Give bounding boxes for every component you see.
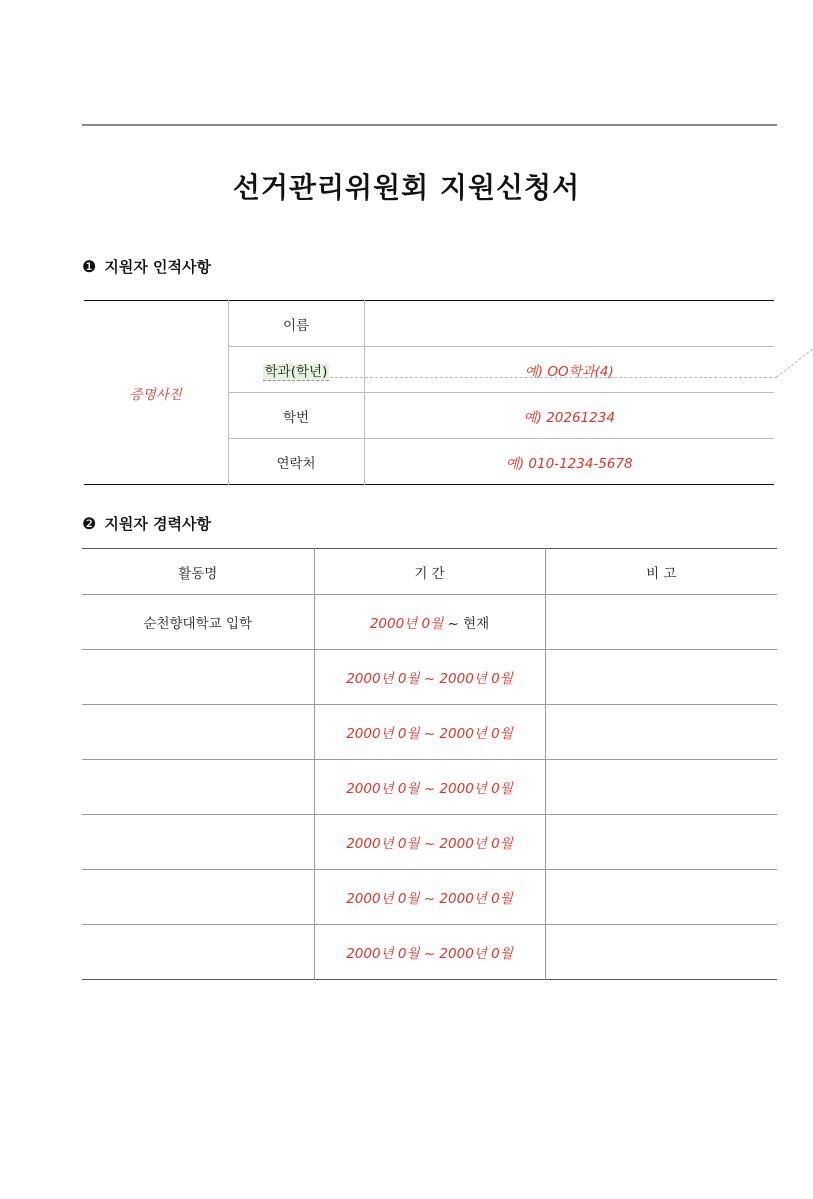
career-activity[interactable] xyxy=(82,650,314,705)
career-period[interactable]: 2000년 0월 ~ 2000년 0월 xyxy=(314,650,545,705)
career-period[interactable]: 2000년 0월 ~ 2000년 0월 xyxy=(314,925,545,980)
career-header-activity: 활동명 xyxy=(178,565,218,582)
career-activity[interactable]: 순천향대학교 입학 xyxy=(82,595,314,650)
career-period-separator: ~ xyxy=(447,616,459,632)
info-value-student-id[interactable]: 예) 20261234 xyxy=(364,393,774,439)
career-header-period: 기 간 xyxy=(314,549,545,595)
career-activity[interactable] xyxy=(82,815,314,870)
info-label-student-id: 학번 xyxy=(228,393,364,439)
comment-anchor-line xyxy=(330,377,777,378)
info-label-contact: 연락처 xyxy=(228,439,364,485)
career-note[interactable] xyxy=(545,595,777,650)
career-note[interactable] xyxy=(545,815,777,870)
career-table xyxy=(82,548,777,980)
career-period-start: 2000년 0월 xyxy=(369,616,444,632)
career-header-row xyxy=(82,549,777,595)
career-period[interactable] xyxy=(314,595,545,650)
info-value-contact[interactable]: 예) 010-1234-5678 xyxy=(364,439,774,485)
info-value-department[interactable]: 예) OO학과(4) xyxy=(364,347,774,393)
career-row xyxy=(82,815,777,870)
top-rule xyxy=(82,124,777,126)
career-note[interactable] xyxy=(545,760,777,815)
career-row xyxy=(82,760,777,815)
section-1-number: ❶ xyxy=(82,257,97,276)
career-row xyxy=(82,650,777,705)
career-row xyxy=(82,595,777,650)
photo-cell[interactable]: 증명사진 xyxy=(129,386,182,403)
info-label-department: 학과(학년) xyxy=(264,363,328,380)
career-note[interactable] xyxy=(545,650,777,705)
career-row xyxy=(82,705,777,760)
career-period[interactable]: 2000년 0월 ~ 2000년 0월 xyxy=(314,815,545,870)
section-1-title: 지원자 인적사항 xyxy=(104,258,211,276)
career-row xyxy=(82,870,777,925)
career-activity[interactable] xyxy=(82,760,314,815)
section-2-title: 지원자 경력사항 xyxy=(104,515,211,533)
career-period-end: 현재 xyxy=(463,616,490,632)
info-value-name[interactable] xyxy=(364,301,774,347)
career-activity[interactable] xyxy=(82,705,314,760)
career-note[interactable] xyxy=(545,705,777,760)
section-2-number: ❷ xyxy=(82,514,97,533)
career-period[interactable]: 2000년 0월 ~ 2000년 0월 xyxy=(314,705,545,760)
info-row-name xyxy=(84,301,774,347)
career-note[interactable] xyxy=(545,925,777,980)
career-note[interactable] xyxy=(545,870,777,925)
career-row xyxy=(82,925,777,980)
career-period[interactable]: 2000년 0월 ~ 2000년 0월 xyxy=(314,760,545,815)
info-label-name: 이름 xyxy=(228,301,364,347)
applicant-info-table xyxy=(84,300,774,485)
document-title: 선거관리위원회 지원신청서 xyxy=(232,171,581,204)
career-activity[interactable] xyxy=(82,870,314,925)
section-2-heading xyxy=(82,513,211,534)
career-activity[interactable] xyxy=(82,925,314,980)
career-header-note: 비 고 xyxy=(545,549,777,595)
career-period[interactable]: 2000년 0월 ~ 2000년 0월 xyxy=(314,870,545,925)
comment-leader-line xyxy=(776,349,813,378)
section-1-heading xyxy=(82,256,211,277)
info-label-department-cell xyxy=(228,347,364,393)
